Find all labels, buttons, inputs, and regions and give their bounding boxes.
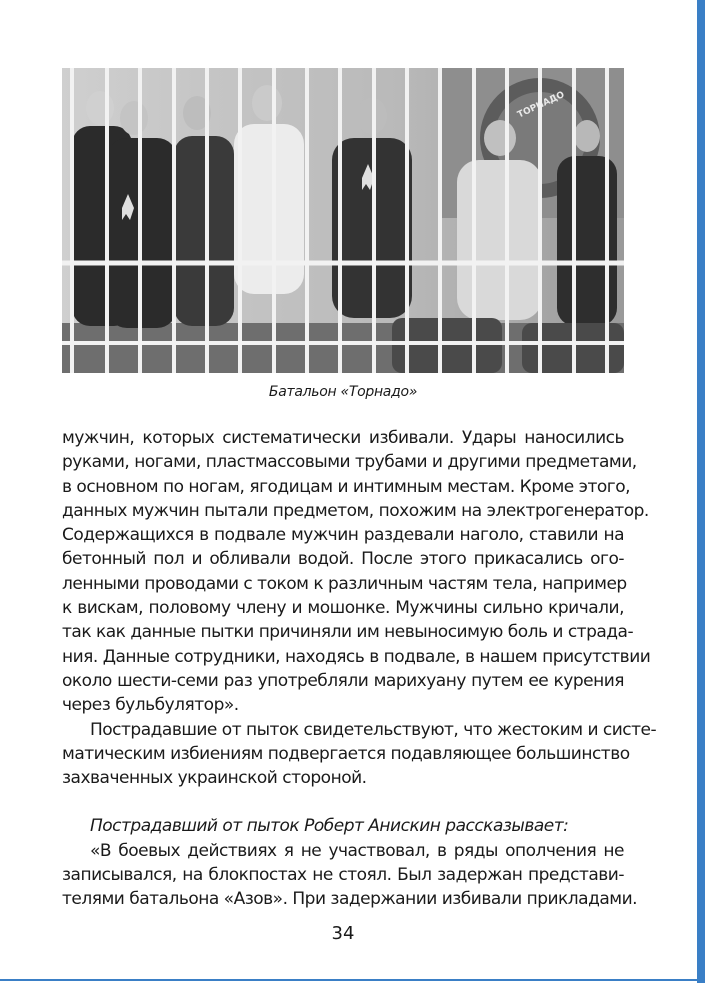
- text-line: ния. Данные сотрудники, находясь в подвале, в нашем присутствии: [62, 646, 651, 667]
- body-text: [62, 426, 657, 912]
- photo-tornado-battalion: [62, 68, 624, 373]
- text-line: бетонный пол и обливали водой. После этого прикасались ого-: [62, 549, 624, 570]
- text-line: «В боевых действиях я не участвовал, в ряды ополчения не: [90, 840, 624, 861]
- text-line: телями батальона «Азов». При задержании избивали прикладами.: [62, 889, 638, 910]
- text-line: около шести-семи раз употребляли марихуану путем ее курения: [62, 670, 624, 691]
- testimony-intro: Пострадавший от пыток Роберт Анискин рассказывает:: [90, 816, 569, 837]
- page-number: 34: [331, 923, 355, 944]
- text-line: данных мужчин пытали предметом, похожим на электрогенератор.: [62, 500, 649, 521]
- page-bottom-rule: [0, 979, 705, 981]
- text-line: захваченных украинской стороной.: [62, 768, 367, 789]
- photo-caption: Батальон «Торнадо»: [268, 384, 418, 400]
- text-line: мужчин, которых систематически избивали. Удары наносились: [62, 428, 624, 448]
- text-line: Пострадавшие от пыток свидетельствуют, что жестоким и систе-: [90, 719, 657, 740]
- paragraph-gap: [62, 790, 624, 814]
- text-line: через бульбулятор».: [62, 695, 239, 716]
- text-line: записывался, на блокпостах не стоял. Был задержан представи-: [62, 865, 624, 886]
- text-line: к вискам, половому члену и мошонке. Мужчины сильно кричали,: [62, 598, 624, 619]
- text-line: матическим избиениям подвергается подавляющее большинство: [62, 743, 630, 764]
- text-line: ленными проводами с током к различным частям тела, например: [62, 573, 627, 594]
- text-line: Содержащихся в подвале мужчин раздевали наголо, ставили на: [62, 525, 624, 546]
- text-line: в основном по ногам, ягодицам и интимным местам. Кроме этого,: [62, 476, 631, 497]
- text-line: руками, ногами, пластмассовыми трубами и другими предметами,: [62, 452, 637, 473]
- text-line: так как данные пытки причиняли им невыносимую боль и страда-: [62, 622, 634, 643]
- page-edge-strip: [697, 0, 705, 983]
